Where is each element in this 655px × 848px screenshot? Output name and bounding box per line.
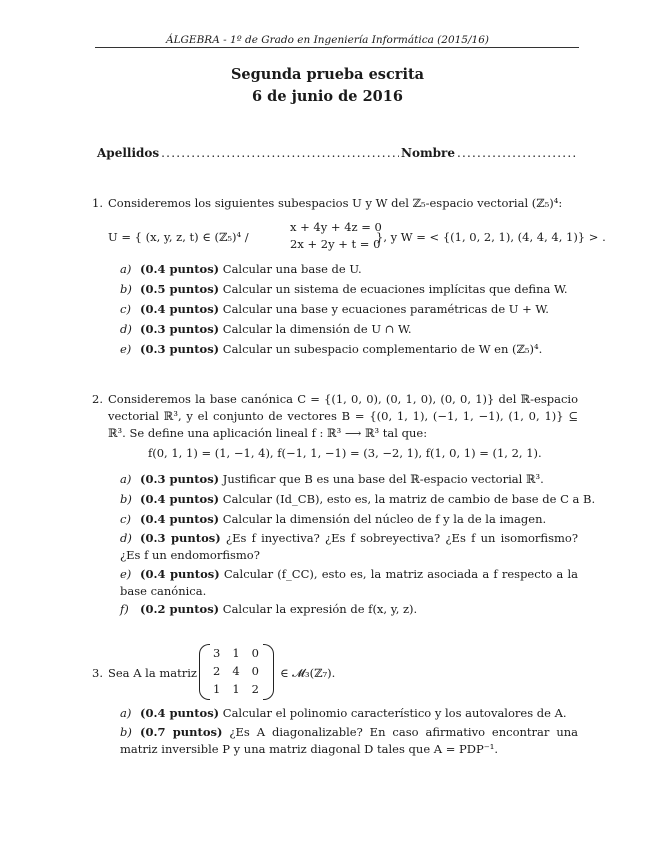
q3-item-a: a) (0.4 puntos) Calcular el polinomio característico y los autovalores de A. xyxy=(120,706,567,720)
q2-formula: f(0, 1, 1) = (1, −1, 4), f(−1, 1, −1) = (3, −2, 1), f(1, 0, 1) = (1, 2, 1). xyxy=(148,446,542,460)
matrix-cell: 2 xyxy=(213,664,221,678)
q3-after: ∈ 𝓜₃(ℤ₇). xyxy=(280,666,336,680)
q2-intro: Consideremos la base canónica C = {(1, 0, 0), (0, 1, 0), (0, 0, 1)} del ℝ-espacio vectorial ℝ³, y el conjunto de vectores B = {(0, 1, 1), (−1, 1, −1), (1, 0, 1)} ⊆ ℝ³. Se define una aplicación lineal f : ℝ³ ⟶ ℝ³ tal que: xyxy=(108,392,578,440)
page-header: ÁLGEBRA - 1º de Grado en Ingeniería Informática (2015/16) xyxy=(165,34,489,46)
q2-item-a: a) (0.3 puntos) Justificar que B es una base del ℝ-espacio vectorial ℝ³. xyxy=(120,472,544,486)
q3-matrix xyxy=(199,644,279,700)
nombre-label: Nombre xyxy=(400,146,455,160)
q3-intro: Sea A la matriz xyxy=(108,666,197,680)
matrix-cell: 1 xyxy=(213,682,221,696)
matrix-cell: 1 xyxy=(232,682,240,696)
q1-item-a: a) (0.4 puntos) Calcular una base de U. xyxy=(120,262,362,276)
q3-item-b: b) (0.7 puntos) ¿Es A diagonalizable? En caso afirmativo encontrar una matriz inversible P y una matriz diagonal D tales que A = PDP⁻¹. xyxy=(120,725,578,756)
q2-number: 2. xyxy=(92,392,103,406)
q1-item-b: b) (0.5 puntos) Calcular un sistema de ecuaciones implícitas que defina W. xyxy=(120,282,568,296)
exam-date: 6 de junio de 2016 xyxy=(252,88,403,105)
q2-item-c: c) (0.4 puntos) Calcular la dimensión del núcleo de f y la de la imagen. xyxy=(120,512,547,526)
name-fields xyxy=(97,146,577,160)
q2-item-d: d) (0.3 puntos) ¿Es f inyectiva? ¿Es f sobreyectiva? ¿Es f un isomorfismo? ¿Es f un endomorfismo? xyxy=(120,531,578,562)
apellidos-line[interactable] xyxy=(161,146,399,160)
matrix-cell: 4 xyxy=(232,664,240,678)
q3-number: 3. xyxy=(92,666,103,680)
q1-U-eq1: x + 4y + 4z = 0 xyxy=(290,220,382,234)
q1-U-left: U = { (x, y, z, t) ∈ (ℤ₅)⁴ / xyxy=(108,230,249,244)
q1-item-d: d) (0.3 puntos) Calcular la dimensión de U ∩ W. xyxy=(120,322,412,336)
nombre-line[interactable] xyxy=(457,146,577,160)
matrix-cell: 0 xyxy=(251,646,259,660)
q1-number: 1. xyxy=(92,196,103,210)
q1-U-eq2: 2x + 2y + t = 0 xyxy=(290,237,381,251)
q2-item-e: e) (0.4 puntos) Calcular (f_CC), esto es, la matriz asociada a f respecto a la base canónica. xyxy=(120,567,579,598)
matrix-cell: 3 xyxy=(213,646,221,660)
q1-W-def: }, y W = < {(1, 0, 2, 1), (4, 4, 4, 1)} > . xyxy=(376,230,606,244)
q2-item-b: b) (0.4 puntos) Calcular (Id_CB), esto es, la matriz de cambio de base de C a B. xyxy=(120,492,596,506)
matrix-cell: 2 xyxy=(251,682,259,696)
q1-intro: Consideremos los siguientes subespacios U y W del ℤ₅-espacio vectorial (ℤ₅)⁴: xyxy=(108,196,563,210)
apellidos-label: Apellidos xyxy=(97,146,160,160)
matrix-cell: 1 xyxy=(232,646,240,660)
q2-item-f: f) (0.2 puntos) Calcular la expresión de f(x, y, z). xyxy=(120,602,418,616)
header-rule xyxy=(95,47,579,48)
matrix-cell: 0 xyxy=(251,664,259,678)
q1-item-c: c) (0.4 puntos) Calcular una base y ecuaciones paramétricas de U + W. xyxy=(120,302,549,316)
q1-item-e: e) (0.3 puntos) Calcular un subespacio complementario de W en (ℤ₅)⁴. xyxy=(120,342,543,356)
exam-title: Segunda prueba escrita xyxy=(230,66,425,83)
